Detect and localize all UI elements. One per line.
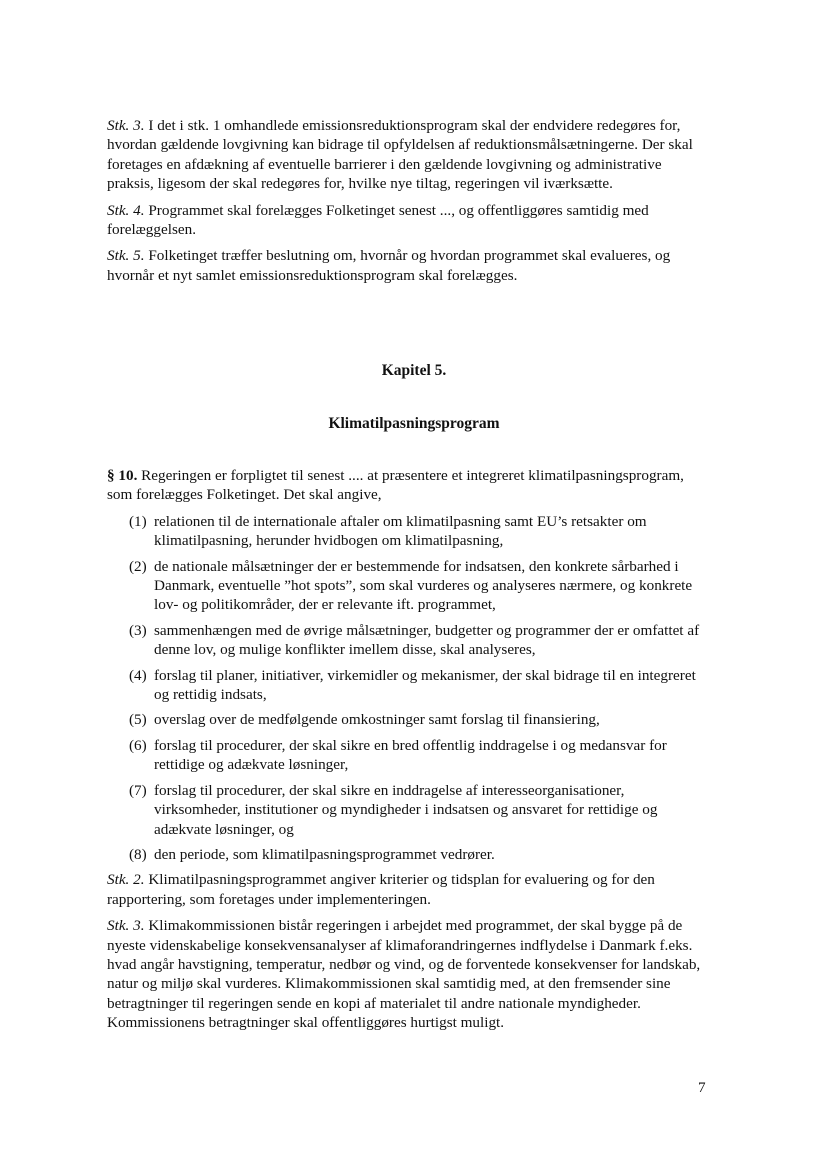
stk-label: Stk. 3. (107, 117, 145, 134)
paragraph-text: Programmet skal forelægges Folketinget senest ..., og offentliggøres samtidig med forelæggelsen. (107, 201, 649, 239)
list-item (107, 781, 712, 839)
paragraph-text: Klimakommissionen bistår regeringen i arbejdet med programmet, der skal bygge på de nyeste videnskabelige konsekvensanalyser af klimaforandringernes indflydelse i Danmark f.eks. hvad angår havstigning, temperatur, nedbør og vind, og de forventede konsekvenser for landskab, natur og miljø skal vurderes. Klimakommissionen skal samtidig med, at den fremsender sine betragtninger til regeringen sende en kopi af materialet til andre nationale myndigheder. Kommissionens betragtninger skal offentliggøres hurtigst muligt. (107, 917, 701, 1032)
list-item (107, 710, 712, 729)
list-item-text: forslag til procedurer, der skal sikre en inddragelse af interesseorganisationer, virksomheder, institutioner og myndigheder i indsatsen og ansvaret for rettidige og adækvate løsninger, og (154, 781, 658, 838)
stk-label: Stk. 3. (107, 917, 145, 935)
list-number: (8) (129, 845, 147, 863)
list-item (107, 845, 712, 864)
chapter-subtitle: Klimatilpasningsprogram (328, 415, 500, 432)
stk-5-paragraph (107, 246, 712, 285)
section-intro-text: Regeringen er forpligtet til senest .... at præsentere et integreret klimatilpasningsprogram, som forelægges Folketinget. Det skal angive, (107, 467, 684, 504)
section-sign: § 10. (107, 467, 138, 484)
stk-label: Stk. 2. (107, 871, 145, 889)
list-item-text: relationen til de internationale aftaler om klimatilpasning samt EU’s retsakter om klimatilpasning, herunder hvidbogen om klimatilpasning, (154, 512, 647, 550)
list-number: (1) (129, 512, 147, 530)
list-item-text: forslag til procedurer, der skal sikre en bred offentlig inddragelse i og medansvar for rettidige og adækvate løsninger, (154, 736, 667, 774)
list-item-text: sammenhængen med de øvrige målsætninger, budgetter og programmer der er omfattet af denne lov, og mulige konflikter imellem disse, skal analyseres, (154, 621, 700, 659)
paragraph-text: I det i stk. 1 omhandlede emissionsreduktionsprogram skal der endvidere redegøres for, hvordan gældende lovgivning kan bidrage til opfyldelsen af reduktionsmålsætningerne. Der skal foretages en afdækning af eventuelle barrierer i den gældende lovgivning og administrative praksis, ligesom der skal redegøres for, hvilke nye tiltag, regeringen vil iværksætte. (107, 117, 693, 193)
list-item (107, 557, 712, 615)
stk-4-paragraph (107, 201, 712, 240)
chapter-title: Kapitel 5. (381, 362, 447, 379)
list-item (107, 512, 712, 551)
list-item (107, 736, 712, 775)
list-item-text: forslag til planer, initiativer, virkemidler og mekanismer, der skal bidrage til en integreret og rettidig indsats, (154, 666, 696, 704)
stk-label: Stk. 4. (107, 201, 145, 219)
list-number: (6) (129, 736, 147, 754)
list-item (107, 666, 712, 705)
list-item-text: de nationale målsætninger der er bestemmende for indsatsen, den konkrete sårbarhed i Danmark, eventuelle ”hot spots”, som skal vurderes og analyseres nærmere, og konkrete lov- og politikområder, der er relevante ift. programmet, (154, 557, 693, 614)
list-number: (4) (129, 666, 147, 684)
top-section (107, 116, 712, 292)
list-number: (7) (129, 781, 147, 799)
paragraph-text: Klimatilpasningsprogrammet angiver kriterier og tidsplan for evaluering og for den rapportering, som foretages under implementeringen. (107, 871, 655, 908)
list-item (107, 621, 712, 660)
paragraph-text: Folketinget træffer beslutning om, hvornår og hvordan programmet skal evalueres, og hvornår et nyt samlet emissionsreduktionsprogram skal forelægges. (107, 247, 671, 284)
section-10-intro (107, 466, 712, 505)
provision-list (107, 512, 712, 865)
stk-3-paragraph (107, 916, 712, 1032)
list-number: (3) (129, 621, 147, 639)
page-number: 7 (698, 1079, 706, 1096)
stk-2-paragraph (107, 870, 712, 909)
list-number: (2) (129, 557, 147, 575)
stk-3-paragraph (107, 116, 712, 194)
stk-label: Stk. 5. (107, 247, 145, 265)
list-item-text: den periode, som klimatilpasningsprogrammet vedrører. (154, 845, 495, 863)
list-number: (5) (129, 711, 147, 729)
list-item-text: overslag over de medfølgende omkostninger samt forslag til finansiering, (154, 711, 600, 729)
section-10 (107, 466, 712, 1040)
